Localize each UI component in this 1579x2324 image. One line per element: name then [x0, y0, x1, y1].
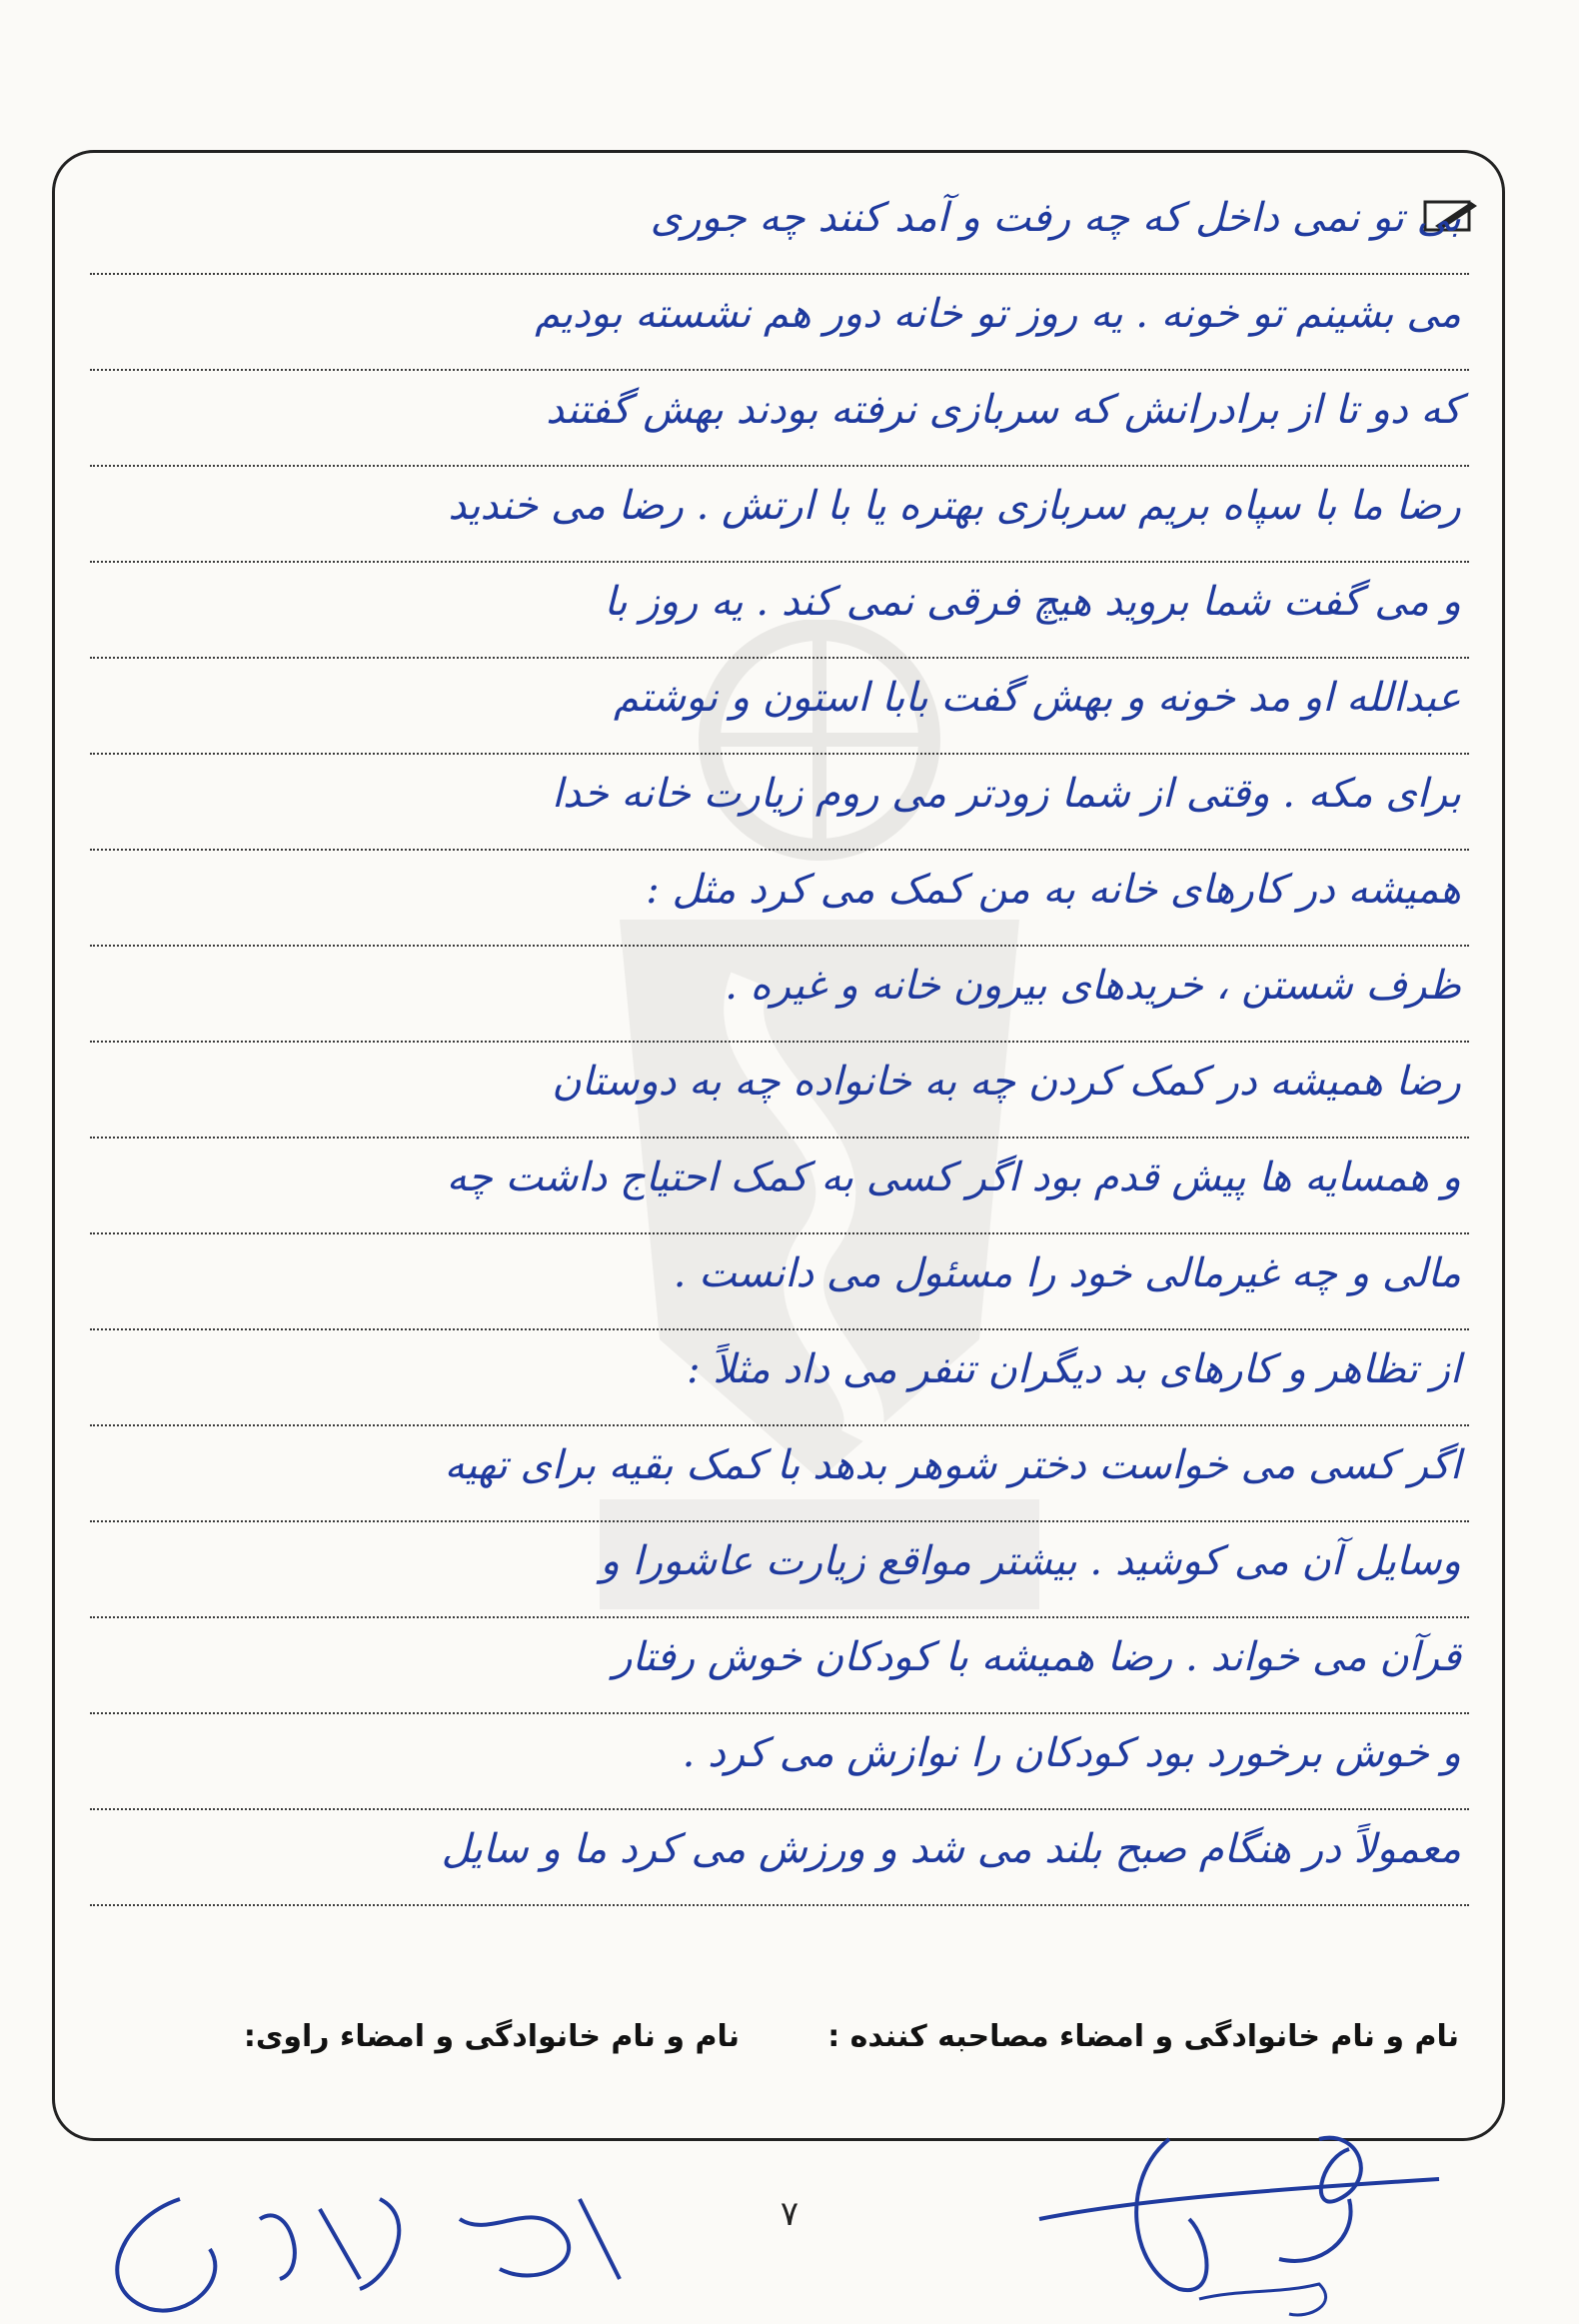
text-line-10: رضا همیشه در کمک کردن چه به خانواده چه به دوستان	[90, 1042, 1469, 1139]
text-line-14: اگر کسی می خواست دختر شوهر بدهد با کمک بقیه برای تهیه	[90, 1425, 1469, 1522]
text-line-13: از تظاهر و کارهای بد دیگران تنفر می داد مثلاً :	[90, 1329, 1469, 1426]
interviewer-signature	[1019, 2119, 1489, 2324]
text-line-4: رضا ما با سپاه بریم سربازی بهتره یا با ارتش . رضا می خندید	[90, 466, 1469, 563]
handwritten-text-area	[90, 178, 1469, 1987]
text-line-16: قرآن می خواند . رضا همیشه با کودکان خوش رفتار	[90, 1617, 1469, 1714]
text-line-2: می بشینم تو خونه . یه روز تو خانه دور هم نشسته بودیم	[90, 274, 1469, 371]
text-line-5: و می گفت شما بروید هیچ فرقی نمی کند . یه روز با	[90, 562, 1469, 659]
text-line-12: مالی و چه غیرمالی خود را مسئول می دانست .	[90, 1233, 1469, 1330]
text-line-1: بی تو نمی داخل که چه رفت و آمد کنند چه جوری	[90, 178, 1469, 275]
text-line-8: همیشه در کارهای خانه به من کمک می کرد مثل :	[90, 850, 1469, 947]
text-line-17: و خوش برخورد بود کودکان را نوازش می کرد .	[90, 1713, 1469, 1810]
text-line-18: معمولاً در هنگام صبح بلند می شد و ورزش می کرد ما و سایل	[90, 1809, 1469, 1906]
signature-labels	[90, 2009, 1469, 2069]
text-line-7: برای مکه . وقتی از شما زودتر می روم زیارت خانه خدا	[90, 754, 1469, 851]
text-line-6: عبدالله او مد خونه و بهش گفت بابا استون و نوشتم	[90, 658, 1469, 755]
text-line-11: و همسایه ها پیش قدم بود اگر کسی به کمک احتیاج داشت چه	[90, 1138, 1469, 1234]
narrator-signature	[60, 2159, 660, 2324]
text-line-3: که دو تا از برادرانش که سربازی نرفته بودند بهش گفتند	[90, 370, 1469, 467]
interviewer-signature-label: نام و نام خانوادگی و امضاء مصاحبه کننده :	[827, 2019, 1459, 2054]
text-line-9: ظرف شستن ، خریدهای بیرون خانه و غیره .	[90, 946, 1469, 1043]
text-line-15: وسایل آن می کوشید . بیشتر مواقع زیارت عاشورا و	[90, 1521, 1469, 1618]
page-number: ۷	[780, 2194, 799, 2234]
narrator-signature-label: نام و نام خانوادگی و امضاء راوی:	[243, 2019, 740, 2054]
